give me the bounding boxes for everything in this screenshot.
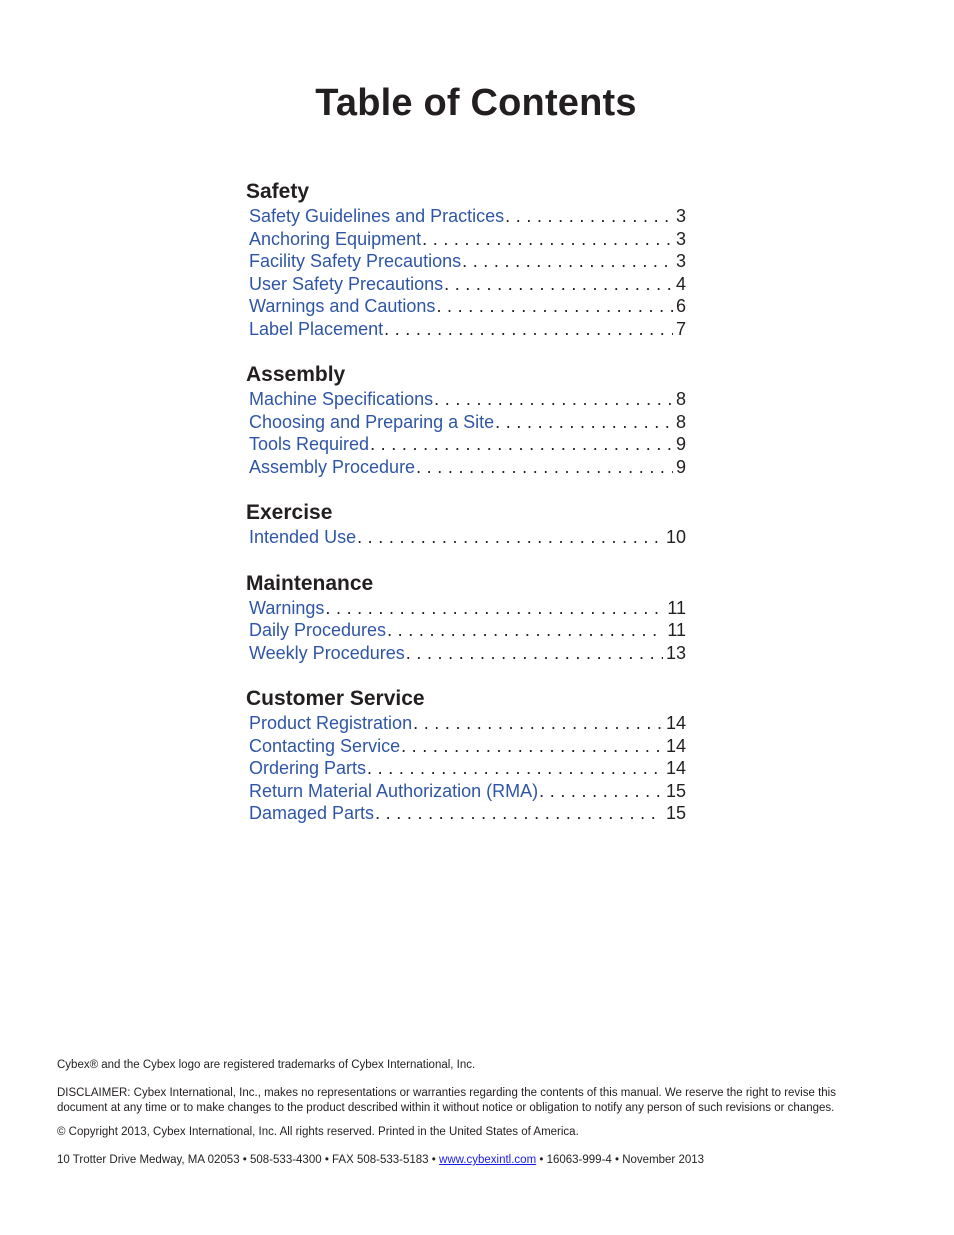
toc-entry[interactable] [246,228,686,251]
toc-entry[interactable] [246,619,686,642]
toc-entry-label[interactable]: User Safety Precautions [249,273,444,294]
toc-entry-label[interactable]: Facility Safety Precautions [249,251,462,271]
toc-entry-page: 8 [675,389,686,409]
toc-section-assembly [246,362,686,478]
toc-entry[interactable] [246,735,686,758]
toc-section-exercise [246,500,686,549]
toc-entry-label[interactable]: Assembly Procedure [249,456,416,477]
toc-entry[interactable] [246,433,686,456]
toc-entry-label[interactable]: Daily Procedures [249,620,387,640]
toc-entry-page: 15 [665,803,686,823]
toc-entry-page: 3 [675,228,686,249]
page-title: Table of Contents [315,82,637,124]
dot-leader [413,712,663,735]
toc-entry-page: 7 [675,318,686,339]
toc-entry-page: 10 [665,527,686,547]
contact-line [57,1153,889,1168]
toc-entry-label[interactable]: Ordering Parts [249,758,367,778]
page-footer [57,1058,889,1181]
toc-entry-label[interactable]: Warnings [249,597,325,618]
toc-entry-page: 6 [675,296,686,316]
disclaimer: DISCLAIMER: Cybex International, Inc., makes no representations or warranties regarding the contents of this manual. We reserve the right to revise this document at any time or to make changes to the product described within it without notice or obligation to notify any person of such revisions or changes. [57,1087,836,1114]
toc-entry-page: 11 [667,620,686,640]
dot-leader [444,273,673,296]
dot-leader [495,411,673,434]
toc-entry[interactable] [246,597,686,620]
toc-entry-label[interactable]: Weekly Procedures [249,642,405,663]
toc-entry[interactable] [246,411,686,434]
toc-entry-label[interactable]: Warnings and Cautions [249,296,436,316]
table-of-contents [246,179,686,847]
section-title: Customer Service [246,687,425,710]
address-text: 10 Trotter Drive Medway, MA 02053 • 508-533-4300 • FAX 508-533-5183 • [57,1154,436,1166]
toc-entry-label[interactable]: Choosing and Preparing a Site [249,411,495,432]
toc-entry[interactable] [246,757,686,780]
toc-entry-label[interactable]: Intended Use [249,527,357,547]
dot-leader [434,388,673,411]
dot-leader [436,295,673,318]
toc-entry[interactable] [246,456,686,479]
toc-entry-label[interactable]: Anchoring Equipment [249,228,422,249]
section-title: Safety [246,180,310,203]
toc-entry-label[interactable]: Return Material Authorization (RMA) [249,780,539,801]
toc-entry-label[interactable]: Damaged Parts [249,803,375,823]
toc-section-safety [246,179,686,340]
dot-leader [539,780,663,803]
toc-entry-page: 3 [675,251,686,271]
dot-leader [387,619,664,642]
toc-entry[interactable] [246,526,686,549]
dot-leader [367,757,663,780]
section-title: Maintenance [246,571,374,595]
toc-entry-label[interactable]: Label Placement [249,318,384,339]
dot-leader [422,228,673,251]
copyright-notice: © Copyright 2013, Cybex International, Inc. All rights reserved. Printed in the United States of America. [57,1126,579,1138]
toc-entry[interactable] [246,642,686,665]
toc-entry-page: 9 [675,456,686,477]
dot-leader [325,597,664,620]
toc-entry[interactable] [246,250,686,273]
section-title: Exercise [246,501,333,524]
toc-entry[interactable] [246,712,686,735]
toc-entry-page: 11 [667,597,686,618]
toc-entry-label[interactable]: Machine Specifications [249,389,434,409]
toc-entry[interactable] [246,295,686,318]
dot-leader [370,433,673,456]
dot-leader [505,205,673,228]
toc-entry-label[interactable]: Contacting Service [249,735,401,756]
toc-section-customer-service [246,686,686,825]
toc-entry-page: 14 [665,713,686,733]
toc-entry[interactable] [246,780,686,803]
toc-entry[interactable] [246,273,686,296]
toc-entry-label[interactable]: Tools Required [249,434,370,454]
toc-entry-page: 14 [665,758,686,778]
toc-entry-page: 4 [675,273,686,294]
toc-entry-page: 9 [675,434,686,454]
dot-leader [384,318,673,341]
toc-entry-label[interactable]: Safety Guidelines and Practices [249,206,505,226]
document-info: • 16063-999-4 • November 2013 [539,1154,705,1166]
toc-entry-page: 3 [675,206,686,226]
dot-leader [375,802,663,825]
toc-entry-page: 14 [665,735,686,756]
dot-leader [406,642,663,665]
dot-leader [357,526,663,549]
website-link[interactable]: www.cybexintl.com [439,1154,537,1166]
toc-entry[interactable] [246,388,686,411]
toc-entry-label[interactable]: Product Registration [249,713,413,733]
toc-entry-page: 8 [675,411,686,432]
toc-entry[interactable] [246,205,686,228]
toc-section-maintenance [246,571,686,665]
toc-entry-page: 13 [665,642,686,663]
section-title: Assembly [246,363,346,386]
toc-entry-page: 15 [665,780,686,801]
trademark-notice: Cybex® and the Cybex logo are registered trademarks of Cybex International, Inc. [57,1059,476,1071]
dot-leader [462,250,673,273]
toc-entry[interactable] [246,802,686,825]
toc-entry[interactable] [246,318,686,341]
dot-leader [401,735,663,758]
dot-leader [416,456,673,479]
